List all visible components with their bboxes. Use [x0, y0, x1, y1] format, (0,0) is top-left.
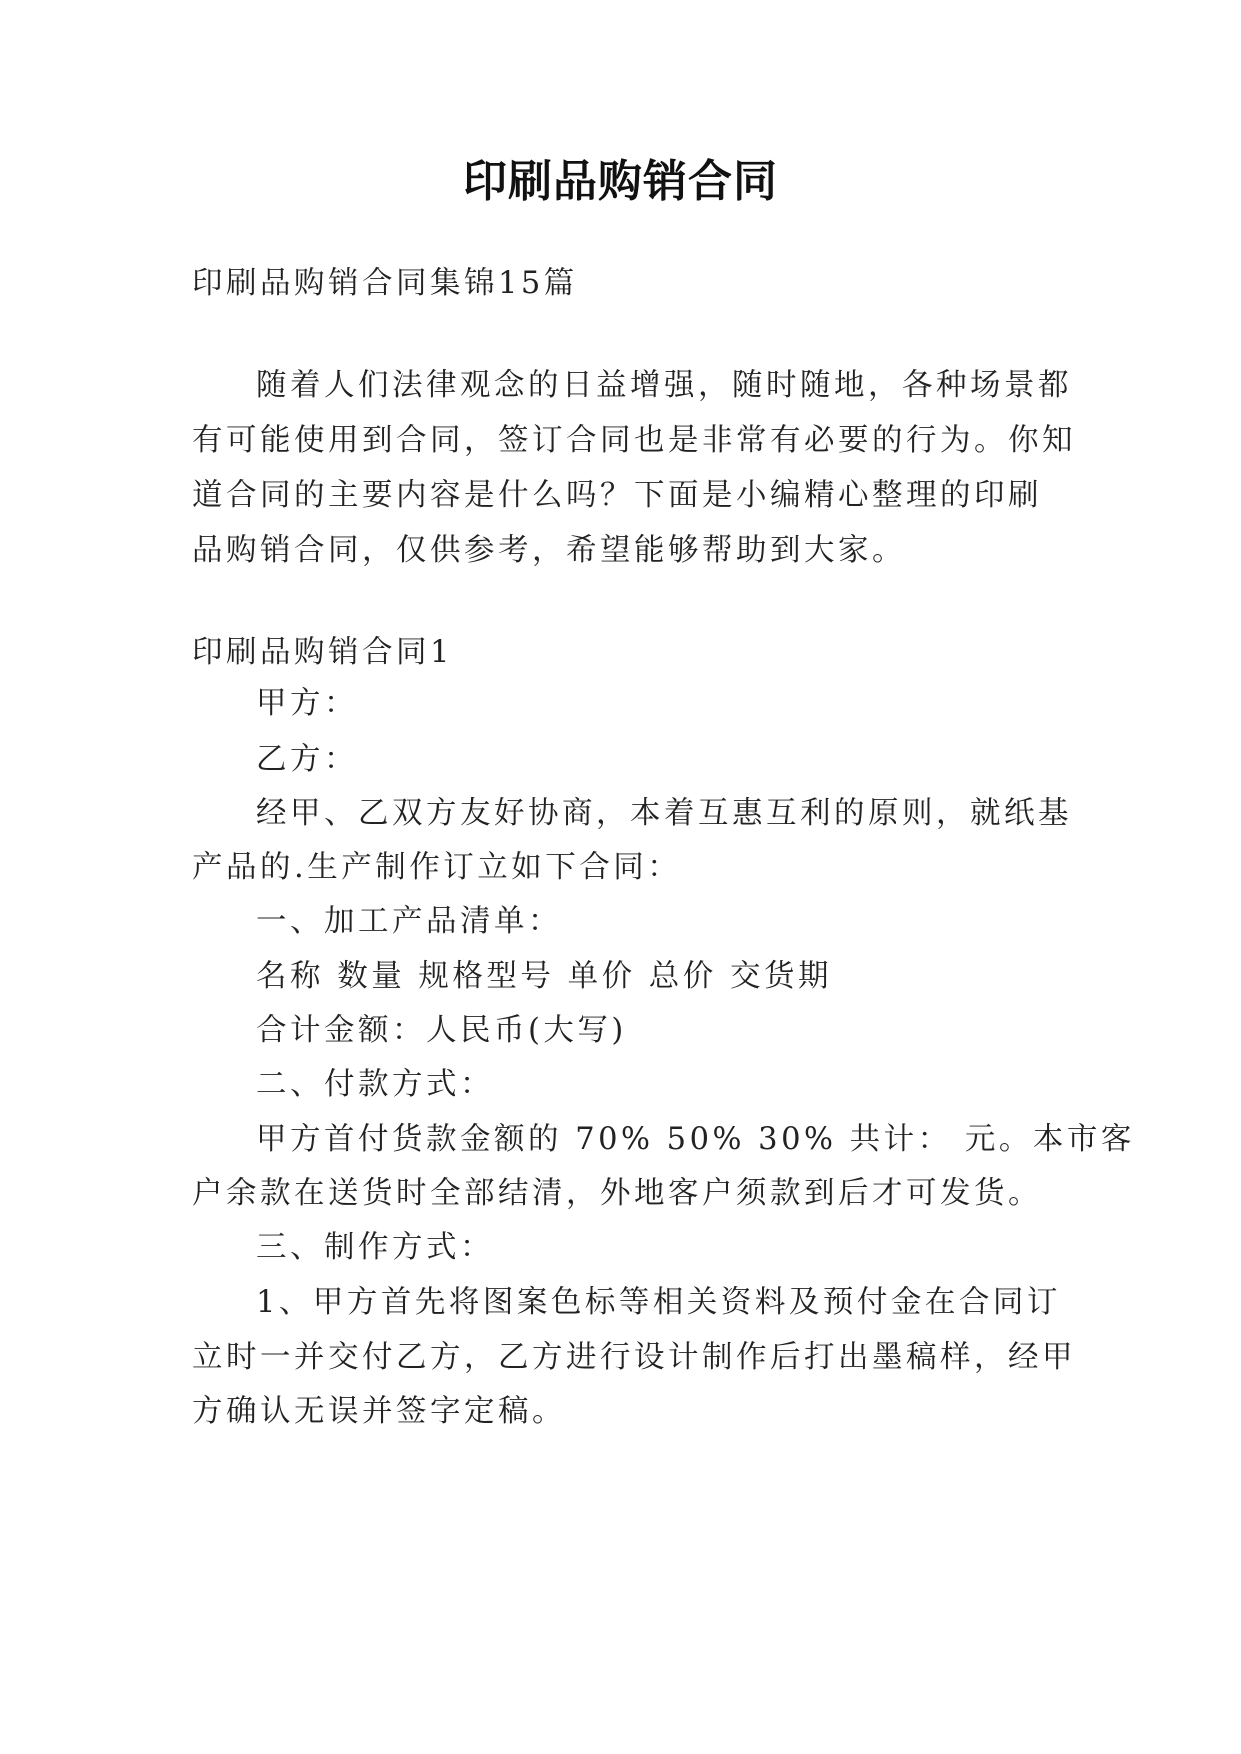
party-a-label: 甲方：	[256, 686, 358, 721]
item3-line-3: 方确认无误并签字定稿。	[192, 1394, 566, 1429]
intro-line-4: 品购销合同，仅供参考，希望能够帮助到大家。	[192, 533, 906, 568]
item3-line-1: 1、甲方首先将图案色标等相关资料及预付金在合同订	[256, 1285, 1061, 1320]
section-heading: 印刷品购销合同1	[192, 635, 453, 670]
party-b-label: 乙方：	[256, 742, 358, 777]
item2-line-2: 户余款在送货时全部结清，外地客户须款到后才可发货。	[192, 1176, 1042, 1211]
agreement-line-2: 产品的.生产制作订立如下合同：	[192, 850, 682, 885]
item1-columns: 名称 数量 规格型号 单价 总价 交货期	[256, 959, 832, 994]
item1-total: 合计金额：人民币(大写)	[256, 1013, 627, 1048]
document-subtitle: 印刷品购销合同集锦15篇	[192, 266, 578, 301]
intro-line-2: 有可能使用到合同，签订合同也是非常有必要的行为。你知	[192, 423, 1076, 458]
document-title: 印刷品购销合同	[463, 156, 778, 207]
item1-heading: 一、加工产品清单：	[256, 904, 562, 939]
item3-heading: 三、制作方式：	[256, 1230, 494, 1265]
item2-heading: 二、付款方式：	[256, 1067, 494, 1102]
agreement-line-1: 经甲、乙双方友好协商，本着互惠互利的原则，就纸基	[256, 796, 1072, 831]
item2-line-1: 甲方首付货款金额的 70% 50% 30% 共计： 元。本市客	[256, 1122, 1135, 1157]
intro-line-1: 随着人们法律观念的日益增强，随时随地，各种场景都	[256, 368, 1072, 403]
item3-line-2: 立时一并交付乙方，乙方进行设计制作后打出墨稿样，经甲	[192, 1340, 1076, 1375]
intro-line-3: 道合同的主要内容是什么吗？下面是小编精心整理的印刷	[192, 478, 1042, 513]
